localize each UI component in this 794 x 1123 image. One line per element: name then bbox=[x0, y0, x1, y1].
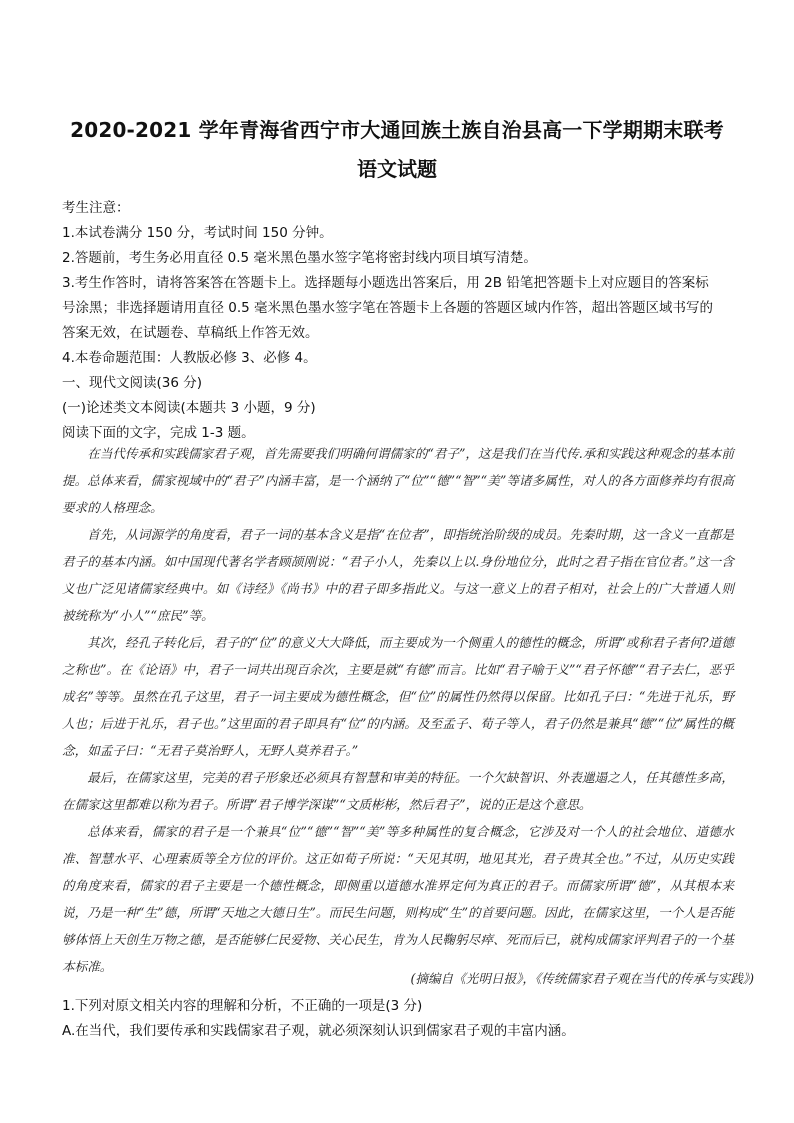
exam-subtitle: 语文试题 bbox=[357, 157, 437, 181]
notice-item: 1.本试卷满分 150 分，考试时间 150 分钟。 bbox=[62, 225, 333, 241]
article-paragraph: 最后，在儒家这里，完美的君子形象还必须具有智慧和审美的特征。一个欠缺智识、外表邋遢之人，任其德性多高，在儒家这里都难以称为君子。所谓“君子博学深谋”“文质彬彬，然后君子”，说的正是这个意思。 bbox=[62, 770, 734, 812]
question-stem: 1.下列对原文相关内容的理解和分析，不正确的一项是(3 分) bbox=[62, 998, 423, 1014]
article-paragraph: 在当代传承和实践儒家君子观，首先需要我们明确何谓儒家的“君子”，这是我们在当代传.承和实践这种观念的基本前提。总体来看，儒家视域中的“君子”内涵丰富，是一个涵纳了“位”“德”“智”“美”等诸多属性，对人的各方面修养均有很高要求的人格理念。 bbox=[62, 446, 734, 515]
question-option-a: A.在当代，我们要传承和实践儒家君子观，就必须深刻认识到儒家君子观的丰富内涵。 bbox=[62, 1023, 575, 1039]
notice-item: 答案无效，在试题卷、草稿纸上作答无效。 bbox=[62, 325, 319, 341]
article-source: (摘编自《光明日报》，《传统儒家君子观在当代的传承与实践》) bbox=[410, 971, 754, 986]
section-heading: 一、现代文阅读(36 分) bbox=[62, 375, 203, 391]
notice-item: 2.答题前，考生务必用直径 0.5 毫米黑色墨水签字笔将密封线内项目填写清楚。 bbox=[62, 250, 537, 266]
notice-item: 3.考生作答时，请将答案答在答题卡上。选择题每小题选出答案后，用 2B 铅笔把答题卡上对应题目的答案标 bbox=[62, 275, 709, 291]
article-paragraph: 首先，从词源学的角度看，君子一词的基本含义是指“在位者”，即指统治阶级的成员。先秦时期，这一含义一直都是君子的基本内涵。如中国现代著名学者顾颉刚说：“君子小人，先秦以上以.身份地位分，此时之君子指在官位者。”这一含义也广泛见诸儒家经典中。如《诗经》《尚书》中的君子即多指此义。与这一意义上的君子相对，社会上的广大普通人则被统称为“小人”“庶民”等。 bbox=[62, 527, 734, 623]
notice-item: 4.本卷命题范围：人教版必修 3、必修 4。 bbox=[62, 350, 317, 366]
article-paragraph: 其次，经孔子转化后，君子的“位”的意义大大降低，而主要成为一个侧重人的德性的概念，所谓“或称君子者何?道德之称也”。在《论语》中，君子一词共出现百余次，主要是就“有德”而言。比如“君子喻于义”“君子怀德”“君子去仁，恶乎成名”等等。虽然在孔子这里，君子一词主要成为德性概念，但“位”的属性仍然得以保留。比如孔子曰：“先进于礼乐，野人也；后进于礼乐，君子也。”这里面的君子即具有“位”的内涵。及至孟子、荀子等人，君子仍然是兼具“德”“位”属性的概念，如孟子曰：“无君子莫治野人，无野人莫养君子。” bbox=[62, 635, 734, 758]
article-body bbox=[62, 440, 734, 980]
exam-title: 2020-2021 学年青海省西宁市大通回族土族自治县高一下学期期末联考 bbox=[70, 118, 724, 142]
section-subheading: (一)论述类文本阅读(本题共 3 小题，9 分) bbox=[62, 400, 316, 416]
reading-instruction: 阅读下面的文字，完成 1-3 题。 bbox=[62, 425, 255, 441]
notice-item: 号涂黑；非选择题请用直径 0.5 毫米黑色墨水签字笔在答题卡上各题的答题区域内作答，超出答题区域书写的 bbox=[62, 300, 714, 316]
article-paragraph: 总体来看，儒家的君子是一个兼具“位”“德”“智”“美”等多种属性的复合概念，它涉及对一个人的社会地位、道德水准、智慧水平、心理素质等全方位的评价。这正如荀子所说：“天见其明，地见其光，君子贵其全也。”不过，从历史实践的角度来看，儒家的君子主要是一个德性概念，即侧重以道德水准界定何为真正的君子。而儒家所谓“德”，从其根本来说，乃是一种“生”德，所谓“天地之大德日生”。而民生问题，则构成“生”的首要问题。因此，在儒家这里，一个人是否能够体悟上天创生万物之德，是否能够仁民爱物、关心民生，肯为人民鞠躬尽瘁、死而后已，就构成儒家评判君子的一个基本标准。 bbox=[62, 824, 734, 974]
notice-heading: 考生注意： bbox=[62, 200, 130, 216]
